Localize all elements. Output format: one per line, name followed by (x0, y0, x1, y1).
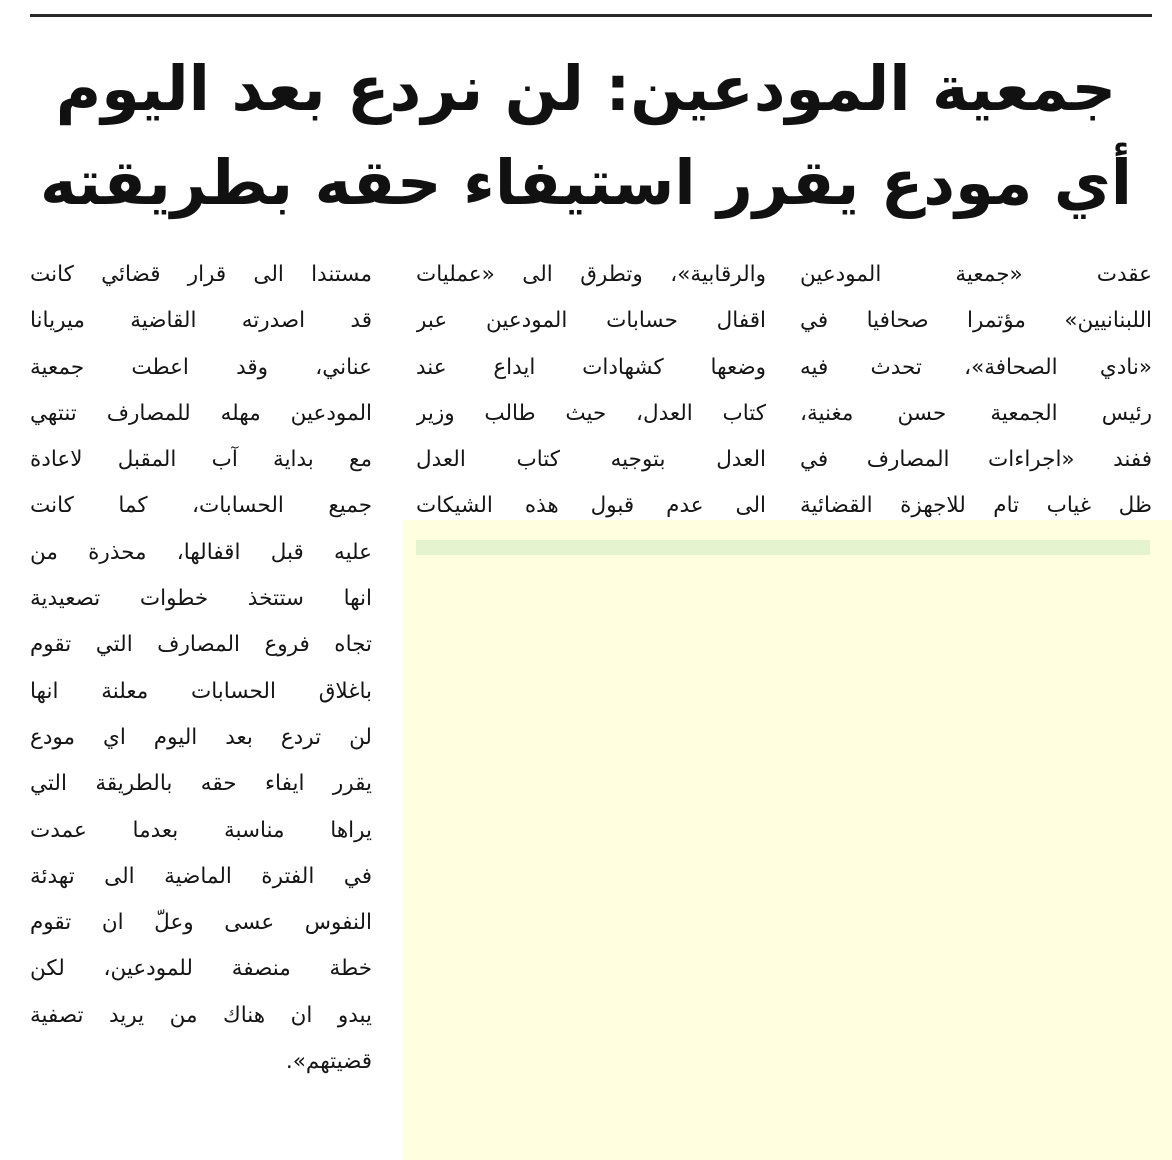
text-line: ففند «اجراءات المصارف في (800, 447, 1152, 473)
text-line: «نادي الصحافة»، تحدث فيه (800, 354, 1152, 380)
text-line: العدل بتوجيه كتاب العدل (416, 447, 766, 473)
text-line: يراها مناسبة بعدما عمدت (30, 817, 372, 843)
text-line: خطة منصفة للمودعين، لكن (30, 956, 372, 982)
top-rule (30, 14, 1152, 17)
text-line: عقدت «جمعية المودعين (800, 262, 1152, 287)
text-line: يقرر ايفاء حقه بالطريقة التي (30, 771, 372, 797)
text-line: عناني، وقد اعطت جمعية (30, 354, 372, 380)
text-line: قد اصدرته القاضية ميريانا (30, 308, 372, 334)
article-column-right (800, 252, 1152, 530)
text-line: في الفترة الماضية الى تهدئة (30, 863, 372, 889)
text-line: المودعين مهله للمصارف تنتهي (30, 400, 372, 426)
text-line: يبدو ان هناك من يريد تصفية (30, 1002, 372, 1028)
text-line: لن تردع بعد اليوم اي مودع (30, 724, 372, 750)
text-line: وضعها كشهادات ايداع عند (416, 354, 766, 380)
text-line: والرقابية»، وتطرق الى «عمليات (416, 262, 766, 287)
text-line: النفوس عسى وعلّ ان تقوم (30, 910, 372, 936)
text-line: جميع الحسابات، كما كانت (30, 493, 372, 519)
article-column-left (30, 252, 372, 1085)
text-line: اقفال حسابات المودعين عبر (416, 308, 766, 334)
headline-line-1: جمعية المودعين: لن نردع بعد اليوم (55, 52, 1117, 125)
text-line: رئيس الجمعية حسن مغنية، (800, 400, 1152, 426)
text-line: كتاب العدل، حيث طالب وزير (416, 400, 766, 426)
article-column-middle (416, 252, 766, 530)
text-line: عليه قبل اقفالها، محذرة من (30, 539, 372, 565)
text-line: مع بداية آب المقبل لاعادة (30, 447, 372, 473)
text-line: الى عدم قبول هذه الشيكات (416, 493, 766, 519)
text-line: انها ستتخذ خطوات تصعيدية (30, 586, 372, 612)
highlight-strip (416, 540, 1150, 555)
text-line: اللبنانيين» مؤتمرا صحافيا في (800, 308, 1152, 334)
text-line: مستندا الى قرار قضائي كانت (30, 262, 372, 287)
text-line: ظل غياب تام للاجهزة القضائية (800, 493, 1152, 519)
headline-line-2: أي مودع يقرر استيفاء حقه بطريقته (40, 146, 1132, 219)
text-line: باغلاق الحسابات معلنة انها (30, 678, 372, 704)
text-line: تجاه فروع المصارف التي تقوم (30, 632, 372, 658)
highlight-overlay (403, 520, 1172, 1160)
text-line: قضيتهم». (285, 1049, 372, 1075)
